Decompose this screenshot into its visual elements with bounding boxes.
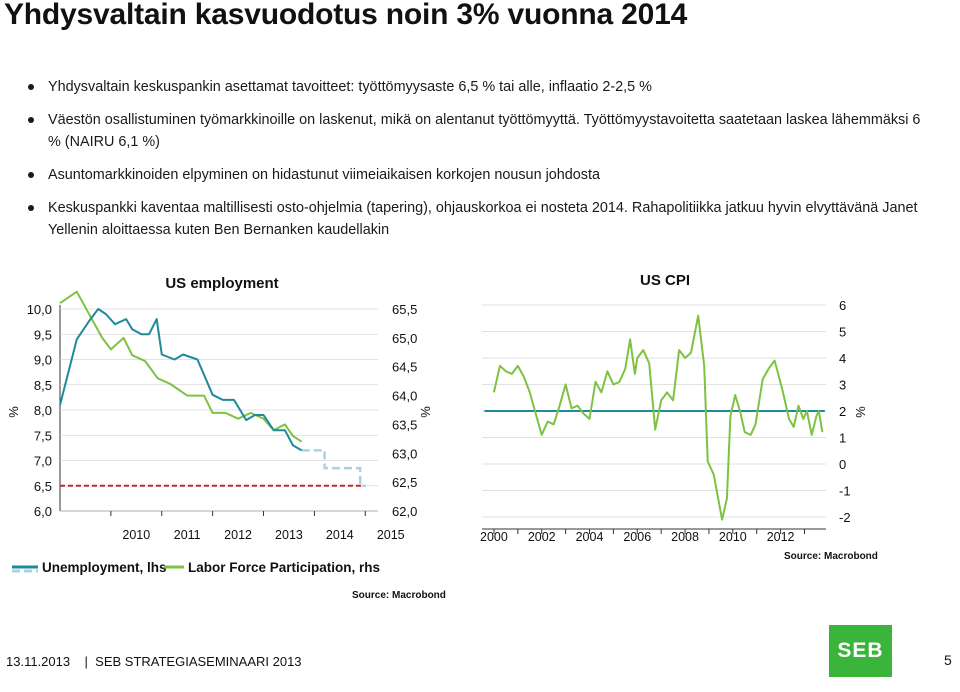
bullet-item: Asuntomarkkinoiden elpyminen on hidastunut viimeiaikaisen korkojen nousun johdosta: [28, 164, 928, 186]
cpi-x-tick-label: 2010: [718, 530, 747, 544]
y-left-tick-label: 6,0: [33, 504, 52, 519]
bullet-item: Yhdysvaltain keskuspankin asettamat tavoitteet: työttömyysaste 6,5 % tai alle, inflaatio 2-2,5 %: [28, 76, 928, 98]
cpi-y-tick-label: 6: [839, 298, 847, 313]
seb-logo-text: SEB: [837, 639, 884, 662]
cpi-x-tick-label: 2002: [527, 530, 556, 544]
employment-ylabel-right: %: [418, 406, 433, 418]
cpi-y-tick-label: 3: [839, 377, 847, 393]
bullet-item: Väestön osallistuminen työmarkkinoille on laskenut, mikä on alentanut työttömyyttä. Työttömyystavoitetta saatetaan laskea lähemmäksi 6 % (NAIRU 6,1 %): [28, 109, 928, 153]
y-left-tick-label: 10,0: [26, 302, 52, 317]
cpi-source: Source: Macrobond: [784, 551, 878, 562]
x-tick-label: 2012: [224, 528, 252, 542]
y-left-tick-label: 8,5: [33, 377, 52, 393]
cpi-chart-title: US CPI: [639, 272, 691, 289]
y-right-tick-label: 65,0: [392, 330, 418, 346]
y-left-tick-label: 6,5: [33, 478, 52, 494]
x-tick-label: 2013: [275, 528, 303, 542]
y-right-tick-label: 62,0: [392, 504, 418, 519]
cpi-y-tick-label: 1: [839, 430, 847, 446]
y-right-tick-label: 64,5: [392, 359, 418, 375]
y-left-tick-label: 7,5: [33, 428, 52, 444]
cpi-x-tick-label: 2006: [623, 530, 652, 544]
cpi-y-tick-label: -2: [839, 510, 851, 525]
seb-logo: [829, 625, 892, 677]
cpi-x-tick-label: 2008: [671, 530, 699, 544]
page-number: 5: [944, 652, 952, 668]
y-right-tick-label: 64,0: [392, 388, 418, 404]
y-right-tick-label: 63,0: [392, 446, 418, 462]
cpi-line: [494, 316, 823, 520]
cpi-y-tick-label: 4: [839, 351, 847, 366]
legend-label-participation: Labor Force Participation, rhs: [188, 560, 381, 575]
y-left-tick-label: 8,0: [33, 403, 52, 418]
x-tick-label: 2011: [173, 528, 201, 542]
footer-text: 13.11.2013 | SEB STRATEGIASEMINAARI 2013: [6, 654, 302, 669]
legend-label-unemployment: Unemployment, lhs: [42, 560, 167, 575]
x-tick-label: 2015: [376, 528, 405, 542]
employment-ylabel-left: %: [6, 406, 21, 418]
slide-title: Yhdysvaltain kasvuodotus noin 3% vuonna 2014: [4, 0, 688, 31]
y-left-tick-label: 9,0: [33, 352, 52, 368]
cpi-x-tick-label: 2000: [480, 530, 508, 544]
x-tick-label: 2010: [122, 528, 151, 542]
employment-chart-title: US employment: [165, 275, 279, 292]
cpi-y-tick-label: -1: [839, 483, 851, 499]
y-right-tick-label: 62,5: [392, 475, 418, 491]
y-right-tick-label: 65,5: [392, 302, 418, 317]
cpi-x-tick-label: 2004: [575, 530, 604, 544]
cpi-y-tick-label: 2: [839, 404, 847, 419]
bullet-item: Keskuspankki kaventaa maltillisesti osto-ohjelmia (tapering), ohjauskorkoa ei nosteta 2014. Rahapolitiikka jatkuu hyvin elvyttävänä Janet Yellenin aloittaessa kuten Ben Bernanken kaudellakin: [28, 197, 928, 241]
cpi-y-tick-label: 5: [839, 324, 847, 340]
y-left-tick-label: 7,0: [33, 453, 52, 469]
cpi-ylabel: %: [853, 406, 868, 418]
y-right-tick-label: 63,5: [392, 417, 418, 433]
y-left-tick-label: 9,5: [33, 327, 52, 343]
cpi-x-tick-label: 2012: [766, 530, 795, 544]
x-tick-label: 2014: [325, 528, 354, 542]
employment-source: Source: Macrobond: [352, 590, 446, 601]
cpi-y-tick-label: 0: [839, 457, 847, 472]
